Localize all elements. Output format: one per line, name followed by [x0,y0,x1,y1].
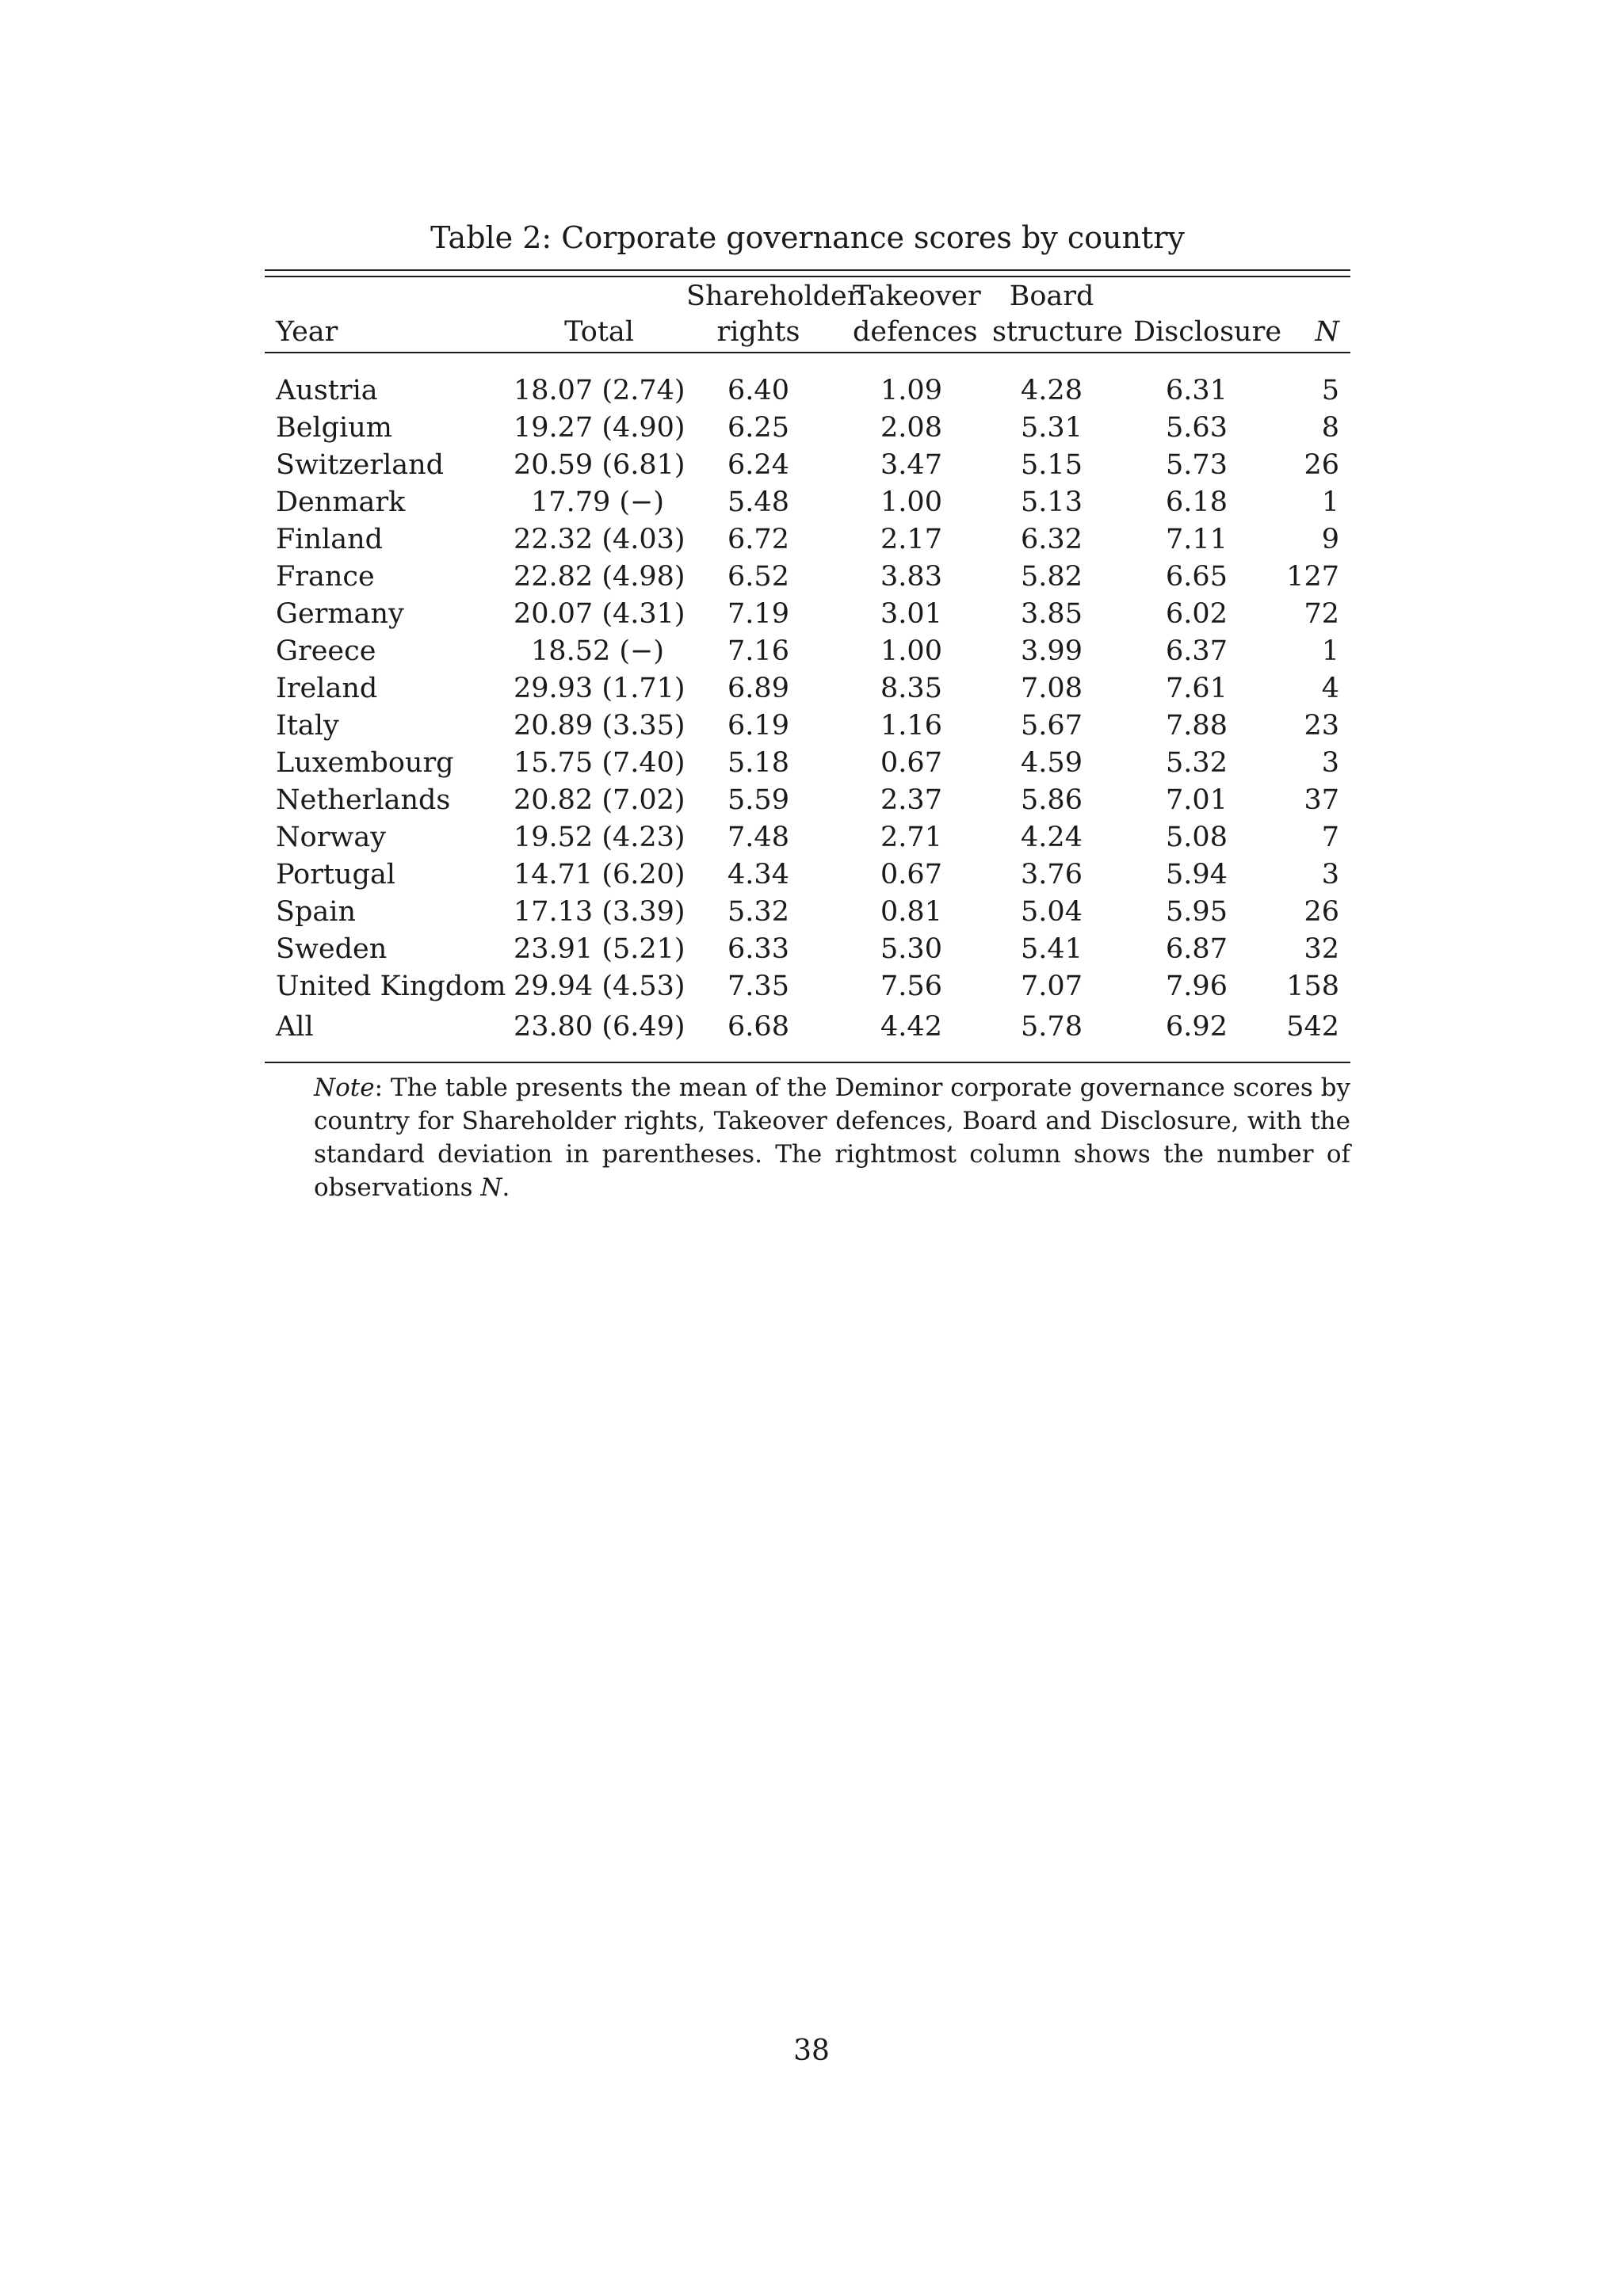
row-disclosure: 5.63 [1166,412,1228,444]
row-shareholder-rights: 6.33 [727,933,789,965]
row-shareholder-rights: 5.59 [727,784,789,816]
header-board-structure-bottom: structure [992,316,1123,348]
row-country: Belgium [276,412,392,444]
row-board-structure: 5.41 [1021,933,1083,965]
page-number: 38 [793,2035,830,2067]
row-disclosure: 5.08 [1166,822,1228,853]
top-rule-lower [265,276,1350,277]
row-total: 23.91 (5.21) [514,933,685,965]
row-shareholder-rights: 6.25 [727,412,789,444]
row-disclosure: 6.37 [1166,635,1228,667]
row-board-structure: 7.08 [1021,673,1083,704]
row-total: 17.79 (−) [531,486,664,518]
header-takeover-defences-bottom: defences [853,316,978,348]
row-takeover-defences: 5.30 [880,933,942,965]
row-n: 37 [1304,784,1339,816]
table-header [265,279,1350,350]
header-rule [265,352,1350,353]
table-row [265,372,1350,410]
row-board-structure: 4.24 [1021,822,1083,853]
row-takeover-defences: 0.67 [880,747,942,779]
table-row [265,484,1350,521]
row-country: Ireland [276,673,378,704]
row-shareholder-rights: 5.48 [727,486,789,518]
row-board-structure: 4.59 [1021,747,1083,779]
row-n: 542 [1286,1011,1339,1043]
row-shareholder-rights: 5.18 [727,747,789,779]
row-total: 22.82 (4.98) [514,561,685,593]
table-row [265,968,1350,1005]
row-board-structure: 4.28 [1021,375,1083,406]
header-n: N [1315,316,1339,348]
row-n: 4 [1321,673,1339,704]
row-takeover-defences: 2.37 [880,784,942,816]
row-disclosure: 5.32 [1166,747,1228,779]
row-disclosure: 6.65 [1166,561,1228,593]
note-end: . [502,1173,510,1202]
row-shareholder-rights: 6.52 [727,561,789,593]
table-row [265,633,1350,670]
row-shareholder-rights: 6.24 [727,449,789,481]
row-shareholder-rights: 6.68 [727,1011,789,1043]
row-disclosure: 6.31 [1166,375,1228,406]
row-shareholder-rights: 4.34 [727,859,789,891]
header-total: Total [564,316,634,348]
row-disclosure: 5.94 [1166,859,1228,891]
row-n: 158 [1286,971,1339,1002]
row-takeover-defences: 1.16 [880,710,942,742]
row-n: 26 [1304,896,1339,928]
row-total: 20.59 (6.81) [514,449,685,481]
bottom-rule [265,1062,1350,1063]
table-row [265,856,1350,894]
row-takeover-defences: 8.35 [880,673,942,704]
row-takeover-defences: 2.71 [880,822,942,853]
header-row-bottom [265,315,1350,350]
row-n: 32 [1304,933,1339,965]
row-country: France [276,561,375,593]
row-board-structure: 3.76 [1021,859,1083,891]
row-takeover-defences: 3.83 [880,561,942,593]
table-row [265,819,1350,856]
row-n: 9 [1321,524,1339,555]
table-row [265,894,1350,931]
row-board-structure: 5.82 [1021,561,1083,593]
row-board-structure: 5.13 [1021,486,1083,518]
row-country: Luxembourg [276,747,454,779]
row-country: United Kingdom [276,971,506,1002]
row-total: 19.52 (4.23) [514,822,685,853]
row-country: Netherlands [276,784,451,816]
row-n: 7 [1321,822,1339,853]
header-shareholder-rights-bottom: rights [716,316,800,348]
row-takeover-defences: 1.09 [880,375,942,406]
note-n-symbol: N [480,1173,502,1202]
table-caption: Table 2: Corporate governance scores by country [430,220,1185,255]
row-disclosure: 6.87 [1166,933,1228,965]
row-takeover-defences: 0.67 [880,859,942,891]
row-shareholder-rights: 5.32 [727,896,789,928]
row-total: 20.82 (7.02) [514,784,685,816]
row-country: Greece [276,635,376,667]
row-disclosure: 5.95 [1166,896,1228,928]
row-disclosure: 7.01 [1166,784,1228,816]
row-shareholder-rights: 7.19 [727,598,789,630]
row-board-structure: 3.99 [1021,635,1083,667]
row-disclosure: 6.02 [1166,598,1228,630]
row-board-structure: 3.85 [1021,598,1083,630]
row-total: 19.27 (4.90) [514,412,685,444]
row-takeover-defences: 2.08 [880,412,942,444]
row-takeover-defences: 7.56 [880,971,942,1002]
table-row [265,931,1350,968]
table-row [265,1005,1350,1046]
row-total: 29.94 (4.53) [514,971,685,1002]
row-n: 1 [1321,486,1339,518]
table-row [265,521,1350,559]
row-disclosure: 7.11 [1166,524,1228,555]
row-takeover-defences: 1.00 [880,635,942,667]
row-n: 127 [1286,561,1339,593]
row-board-structure: 6.32 [1021,524,1083,555]
row-takeover-defences: 3.01 [880,598,942,630]
header-row-top [265,279,1350,315]
row-n: 1 [1321,635,1339,667]
row-disclosure: 5.73 [1166,449,1228,481]
table-row [265,670,1350,707]
row-takeover-defences: 2.17 [880,524,942,555]
row-board-structure: 5.67 [1021,710,1083,742]
row-total: 20.07 (4.31) [514,598,685,630]
row-shareholder-rights: 6.72 [727,524,789,555]
header-takeover-defences-top: Takeover [853,280,981,312]
row-n: 23 [1304,710,1339,742]
row-disclosure: 7.96 [1166,971,1228,1002]
header-disclosure: Disclosure [1133,316,1282,348]
row-board-structure: 5.86 [1021,784,1083,816]
row-takeover-defences: 0.81 [880,896,942,928]
row-n: 8 [1321,412,1339,444]
row-country: Sweden [276,933,388,965]
row-country: Austria [276,375,378,406]
row-total: 29.93 (1.71) [514,673,685,704]
row-total: 23.80 (6.49) [514,1011,685,1043]
row-country: Italy [276,710,339,742]
row-total: 17.13 (3.39) [514,896,685,928]
row-board-structure: 5.15 [1021,449,1083,481]
row-takeover-defences: 1.00 [880,486,942,518]
table-row [265,447,1350,484]
row-disclosure: 7.61 [1166,673,1228,704]
note-label: Note [314,1074,375,1102]
row-total: 20.89 (3.35) [514,710,685,742]
table-row [265,745,1350,782]
row-total: 14.71 (6.20) [514,859,685,891]
row-n: 26 [1304,449,1339,481]
row-country: Denmark [276,486,406,518]
row-n: 3 [1321,859,1339,891]
row-disclosure: 6.92 [1166,1011,1228,1043]
row-shareholder-rights: 7.35 [727,971,789,1002]
row-board-structure: 5.04 [1021,896,1083,928]
row-board-structure: 7.07 [1021,971,1083,1002]
row-n: 5 [1321,375,1339,406]
row-shareholder-rights: 6.40 [727,375,789,406]
table-row [265,596,1350,633]
row-n: 72 [1304,598,1339,630]
row-country: Germany [276,598,404,630]
row-shareholder-rights: 6.19 [727,710,789,742]
table-row [265,559,1350,596]
table-row [265,410,1350,447]
row-takeover-defences: 3.47 [880,449,942,481]
row-disclosure: 7.88 [1166,710,1228,742]
table-body [265,372,1350,1046]
header-board-structure-top: Board [1009,280,1094,312]
header-year: Year [276,316,338,348]
row-disclosure: 6.18 [1166,486,1228,518]
row-country: Spain [276,896,356,928]
row-board-structure: 5.31 [1021,412,1083,444]
table-row [265,707,1350,745]
row-country: Finland [276,524,384,555]
note-text: : The table presents the mean of the Deminor corporate governance scores by country for Shareholder rights, Takeover defences, Board and Disclosure, with the standard deviation in parentheses. The rightmost column shows the number of observations [314,1074,1350,1202]
row-shareholder-rights: 6.89 [727,673,789,704]
row-total: 18.07 (2.74) [514,375,685,406]
top-rule-upper [265,269,1350,271]
table-row [265,782,1350,819]
row-country: All [276,1011,314,1043]
row-total: 22.32 (4.03) [514,524,685,555]
row-board-structure: 5.78 [1021,1011,1083,1043]
row-country: Norway [276,822,387,853]
row-country: Switzerland [276,449,445,481]
table-note [314,1071,1350,1204]
row-total: 15.75 (7.40) [514,747,685,779]
row-shareholder-rights: 7.16 [727,635,789,667]
row-takeover-defences: 4.42 [880,1011,942,1043]
row-n: 3 [1321,747,1339,779]
row-shareholder-rights: 7.48 [727,822,789,853]
row-country: Portugal [276,859,396,891]
header-shareholder-rights-top: Shareholder [686,280,861,312]
row-total: 18.52 (−) [531,635,664,667]
